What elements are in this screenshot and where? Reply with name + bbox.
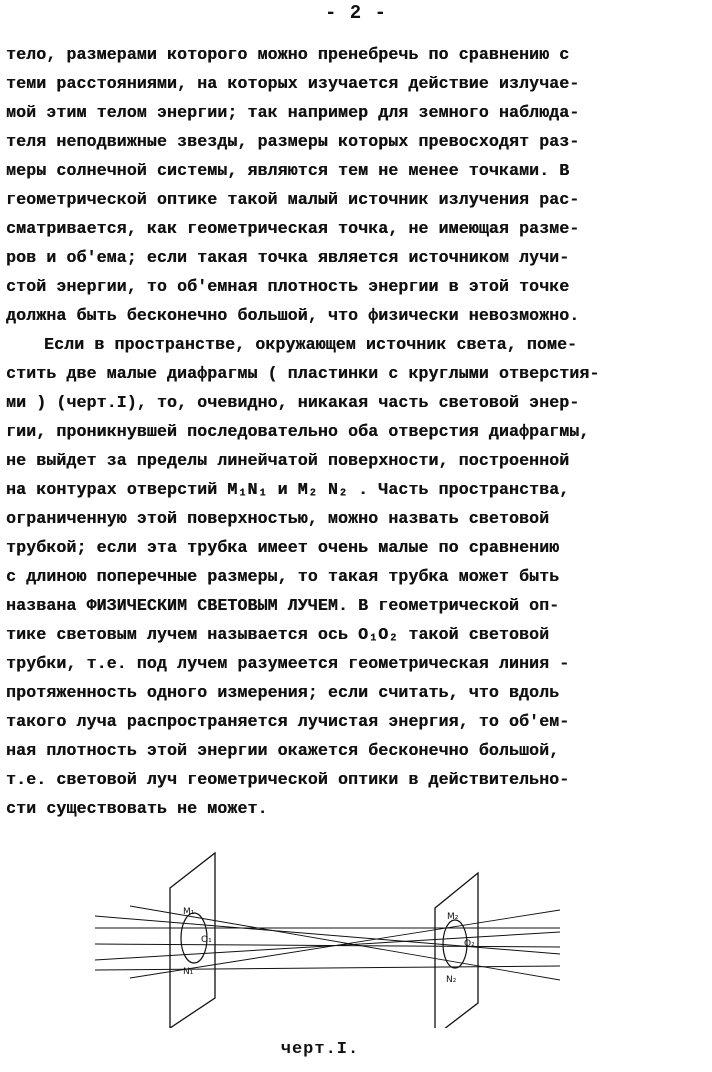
text-line: должна быть бесконечно большой, что физически невозможно.	[6, 306, 580, 325]
text-line: названа ФИЗИЧЕСКИМ СВЕТОВЫМ ЛУЧЕМ. В геометрической оп-	[6, 596, 560, 615]
text-line: стить две малые диафрагмы ( пластинки с круглыми отверстия-	[6, 364, 600, 383]
text-line: геометрической оптике такой малый источник излучения рас-	[6, 190, 580, 209]
label-n2: N₂	[446, 975, 457, 985]
text-line: теми расстояниями, на которых изучается действие излучае-	[6, 74, 580, 93]
label-m2: M₂	[447, 912, 459, 922]
text-line: гии, проникнувшей последовательно оба отверстия диафрагмы,	[6, 422, 590, 441]
right-diaphragm-plate	[435, 873, 478, 1028]
text-line: сти существовать не может.	[6, 799, 268, 818]
text-line: меры солнечной системы, являются тем не менее точками. В	[6, 161, 570, 180]
text-line: ров и об'ема; если такая точка является источником лучи-	[6, 248, 570, 267]
figure-drawing	[90, 848, 570, 1028]
text-line: ная плотность этой энергии окажется бесконечно большой,	[6, 741, 560, 760]
text-line: теля неподвижные звезды, размеры которых превосходят раз-	[6, 132, 580, 151]
text-line: ми ) (черт.I), то, очевидно, никакая часть световой энер-	[6, 393, 580, 412]
text-line: протяженность одного измерения; если считать, что вдоль	[6, 683, 560, 702]
text-line: т.е. световой луч геометрической оптики в действительно-	[6, 770, 570, 789]
text-line: ограниченную этой поверхностью, можно назвать световой	[6, 509, 550, 528]
text-line: на контурах отверстий M₁N₁ и M₂ N₂ . Часть пространства,	[6, 480, 570, 499]
text-line: Если в пространстве, окружающем источник света, поме-	[44, 335, 578, 354]
text-line: тело, размерами которого можно пренебречь по сравнению с	[6, 45, 570, 64]
text-line: трубкой; если эта трубка имеет очень малые по сравнению	[6, 538, 560, 557]
ray-line	[95, 916, 560, 954]
label-o1: O₁	[201, 935, 212, 945]
text-line: тике световым лучем называется ось O₁O₂ такой световой	[6, 625, 550, 644]
label-m1: M₁	[183, 907, 195, 917]
text-line: не выйдет за пределы линейчатой поверхности, построенной	[6, 451, 570, 470]
text-line: трубки, т.е. под лучем разумеется геометрическая линия -	[6, 654, 570, 673]
label-n1: N₁	[183, 967, 194, 977]
text-line: сматривается, как геометрическая точка, не имеющая разме-	[6, 219, 580, 238]
body-text	[6, 40, 706, 823]
figure-caption: черт.I.	[280, 1040, 360, 1059]
diaphragm-figure	[90, 848, 570, 1028]
text-line: с длиною поперечные размеры, то такая трубка может быть	[6, 567, 560, 586]
page-number: - 2 -	[324, 2, 387, 24]
text-line: стой энергии, то об'емная плотность энергии в этой точке	[6, 277, 570, 296]
label-o2: O₂	[464, 939, 475, 949]
text-line: такого луча распространяется лучистая энергия, то об'ем-	[6, 712, 570, 731]
text-line: мой этим телом энергии; так например для земного наблюда-	[6, 103, 580, 122]
